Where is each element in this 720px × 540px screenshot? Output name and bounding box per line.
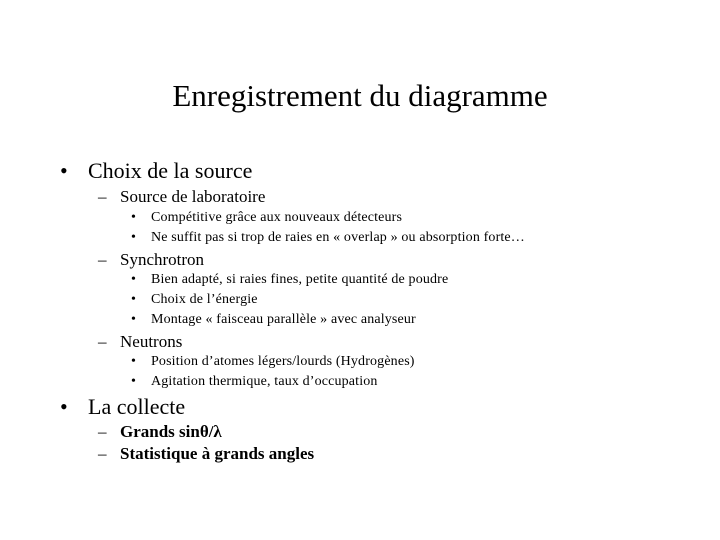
bullet-marker: • (131, 374, 137, 389)
bullet-marker: • (131, 312, 137, 327)
list-item: Montage « faisceau parallèle » avec analyseur (151, 312, 416, 327)
subsection-synchrotron: Synchrotron (120, 250, 205, 269)
subsection-source-laboratoire: Source de laboratoire (120, 187, 266, 206)
dash-marker: – (98, 444, 107, 463)
list-item: Position d’atomes légers/lourds (Hydrogènes) (151, 354, 415, 369)
section-choix-source: Choix de la source (88, 158, 253, 183)
dash-marker: – (98, 422, 107, 441)
bullet-marker: • (131, 230, 137, 245)
dash-marker: – (98, 250, 107, 269)
bullet-marker: • (131, 292, 137, 307)
subsection-statistique-grands-angles: Statistique à grands angles (120, 444, 315, 463)
bullet-marker: • (131, 354, 137, 369)
list-item: Ne suffit pas si trop de raies en « overlap » ou absorption forte… (151, 230, 525, 245)
bullet-marker: • (131, 272, 137, 287)
dash-marker: – (98, 332, 107, 351)
list-item: Agitation thermique, taux d’occupation (151, 374, 378, 389)
bullet-marker: • (60, 158, 68, 183)
bullet-marker: • (60, 394, 68, 419)
section-la-collecte: La collecte (88, 394, 186, 419)
list-item: Compétitive grâce aux nouveaux détecteurs (151, 210, 403, 225)
dash-marker: – (98, 187, 107, 206)
slide-title: Enregistrement du diagramme (172, 78, 548, 113)
bullet-marker: • (131, 210, 137, 225)
subsection-grands-sin-theta-lambda: Grands sinθ/λ (120, 422, 222, 441)
list-item: Choix de l’énergie (151, 292, 258, 307)
subsection-neutrons: Neutrons (120, 332, 183, 351)
list-item: Bien adapté, si raies fines, petite quantité de poudre (151, 272, 449, 287)
